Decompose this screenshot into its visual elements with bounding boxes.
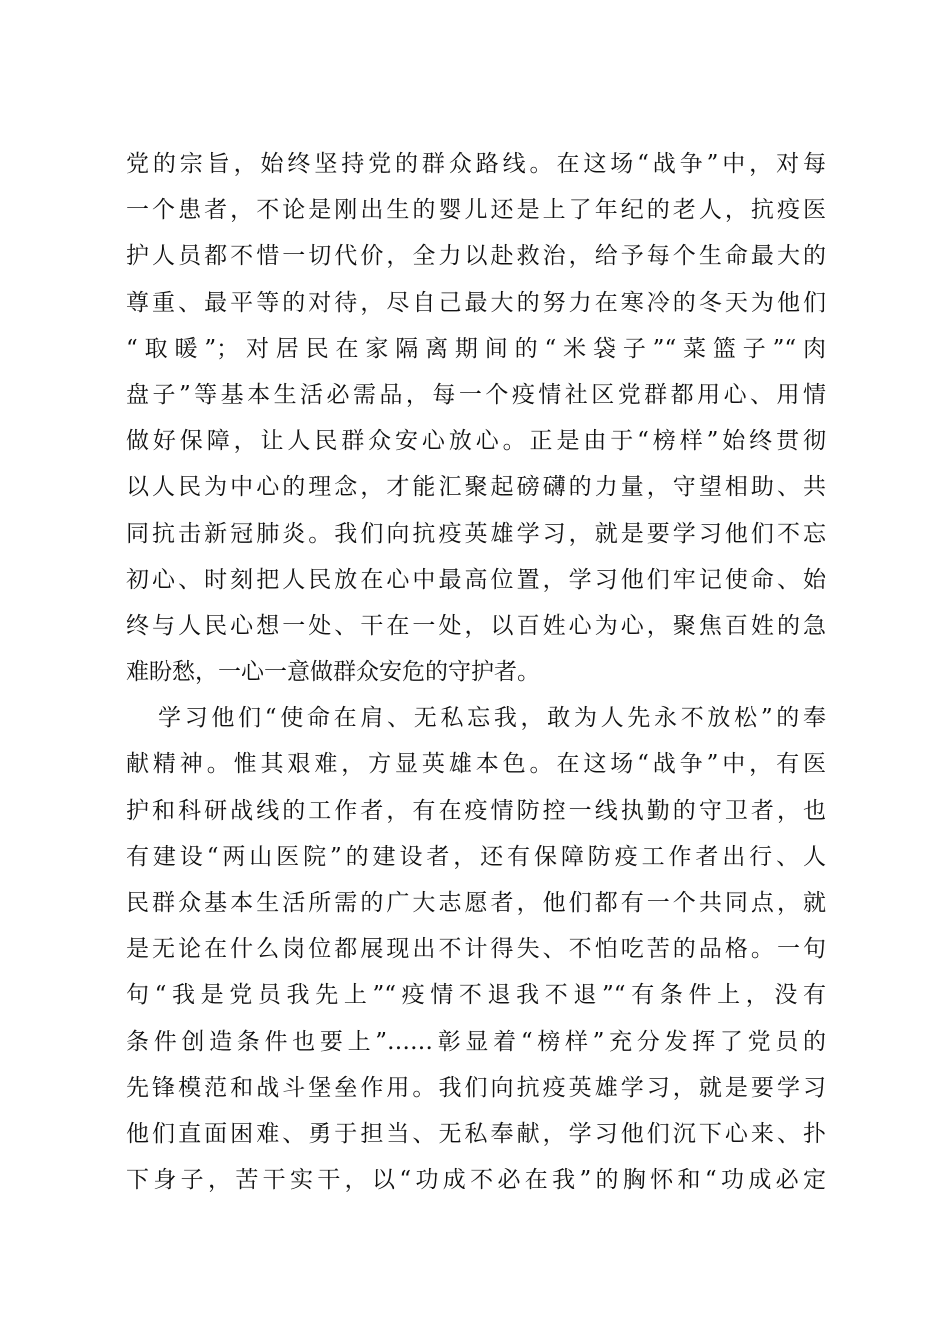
text-line: 句“我是党员我先上”“疫情不退我不退”“有条件上，没有	[126, 982, 826, 1009]
text-line: 党的宗旨，始终坚持党的群众路线。在这场“战争”中，对每	[126, 151, 826, 177]
text-line: 民群众基本生活所需的广大志愿者，他们都有一个共同点，就	[126, 890, 826, 916]
text-line: 尊重、最平等的对待，尽自己最大的努力在寒冷的冬天为他们	[126, 289, 826, 316]
text-line: 同抗击新冠肺炎。我们向抗疫英雄学习，就是要学习他们不忘	[126, 520, 826, 547]
text-line: 初心、时刻把人民放在心中最高位置，学习他们牢记使命、始	[126, 566, 826, 593]
body-text	[126, 141, 826, 1203]
text-line: 护和科研战线的工作者，有在疫情防控一线执勤的守卫者，也	[126, 797, 826, 824]
text-line: 护人员都不惜一切代价，全力以赴救治，给予每个生命最大的	[126, 243, 826, 270]
text-line: “取暖”；对居民在家隔离期间的“米袋子”“菜篮子”“肉	[126, 335, 826, 362]
text-line: 做好保障，让人民群众安心放心。正是由于“榜样”始终贯彻	[126, 428, 826, 455]
text-line: 条件创造条件也要上”……彰显着“榜样”充分发挥了党员的	[126, 1028, 826, 1055]
text-line: 学习他们“使命在肩、无私忘我，敢为人先永不放松”的奉	[158, 705, 826, 732]
text-line: 先锋模范和战斗堡垒作用。我们向抗疫英雄学习，就是要学习	[126, 1074, 826, 1101]
text-line: 下身子，苦干实干，以“功成不必在我”的胸怀和“功成必定	[126, 1167, 826, 1194]
text-line: 有建设“两山医院”的建设者，还有保障防疫工作者出行、人	[126, 843, 826, 870]
text-line: 一个患者，不论是刚出生的婴儿还是上了年纪的老人，抗疫医	[126, 197, 826, 224]
text-line: 难盼愁，一心一意做群众安危的守护者。	[126, 659, 540, 686]
text-line: 献精神。惟其艰难，方显英雄本色。在这场“战争”中，有医	[126, 751, 826, 778]
text-line: 他们直面困难、勇于担当、无私奉献，学习他们沉下心来、扑	[126, 1120, 826, 1147]
text-line: 盘子”等基本生活必需品，每一个疫情社区党群都用心、用情	[126, 381, 826, 408]
text-line: 是无论在什么岗位都展现出不计得失、不怕吃苦的品格。一句	[126, 936, 826, 963]
text-line: 终与人民心想一处、干在一处，以百姓心为心，聚焦百姓的急	[126, 612, 826, 639]
text-line: 以人民为中心的理念，才能汇聚起磅礴的力量，守望相助、共	[126, 474, 826, 501]
